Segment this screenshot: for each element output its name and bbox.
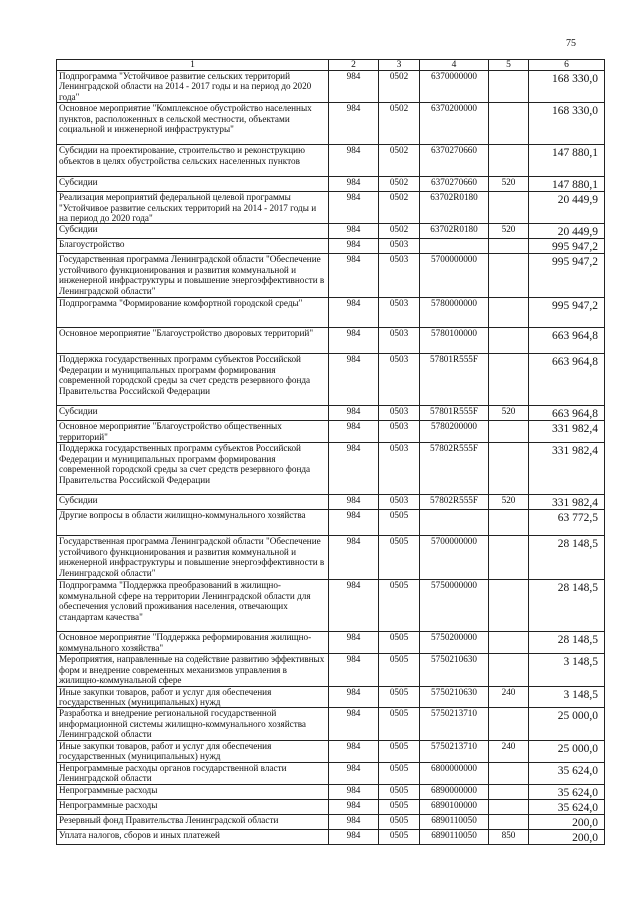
table-row bbox=[57, 421, 605, 443]
row-name: Основное мероприятие "Поддержка реформирования жилищно-коммунального хозяйства" bbox=[57, 632, 329, 654]
row-name: Поддержка государственных программ субъектов Российской Федерации и муниципальных программ формирования современной городской среды за счет средств резервного фонда Правительства Российской Федерации bbox=[57, 354, 329, 406]
row-expense-type bbox=[489, 654, 529, 686]
row-name: Основное мероприятие "Комплексное обустройство населенных пунктов, расположенных в сельской местности, объектами социальной и инженерной инфраструктуры" bbox=[57, 103, 329, 145]
row-name: Непрограммные расходы bbox=[57, 784, 329, 799]
row-ministry-code: 984 bbox=[329, 192, 379, 224]
row-section-code: 0505 bbox=[379, 708, 420, 740]
row-expense-type: 850 bbox=[489, 829, 529, 844]
row-name: Уплата налогов, сборов и иных платежей bbox=[57, 829, 329, 844]
row-expense-type bbox=[489, 239, 529, 254]
row-ministry-code: 984 bbox=[329, 814, 379, 829]
row-amount: 28 148,5 bbox=[529, 632, 605, 654]
row-ministry-code: 984 bbox=[329, 71, 379, 103]
table-row bbox=[57, 740, 605, 762]
row-amount: 28 148,5 bbox=[529, 536, 605, 580]
row-ministry-code: 984 bbox=[329, 239, 379, 254]
row-ministry-code: 984 bbox=[329, 580, 379, 632]
table-row bbox=[57, 784, 605, 799]
row-target-code: 57802R555F bbox=[420, 443, 489, 495]
row-target-code: 6800000000 bbox=[420, 762, 489, 784]
row-expense-type bbox=[489, 421, 529, 443]
row-ministry-code: 984 bbox=[329, 536, 379, 580]
row-section-code: 0503 bbox=[379, 406, 420, 421]
table-row bbox=[57, 354, 605, 406]
row-expense-type bbox=[489, 103, 529, 145]
table-row bbox=[57, 145, 605, 177]
row-target-code: 6370270660 bbox=[420, 177, 489, 192]
row-amount: 168 330,0 bbox=[529, 103, 605, 145]
row-ministry-code: 984 bbox=[329, 784, 379, 799]
row-name: Подпрограмма "Поддержка преобразований в жилищно-коммунальной сфере на территории Ленинградской области для обеспечения условий проживания населения, отвечающих стандартам качества" bbox=[57, 580, 329, 632]
row-amount: 35 624,0 bbox=[529, 784, 605, 799]
row-name: Подпрограмма "Формирование комфортной городской среды" bbox=[57, 298, 329, 328]
row-section-code: 0503 bbox=[379, 254, 420, 298]
table-row bbox=[57, 654, 605, 686]
row-name: Основное мероприятие "Благоустройство дворовых территорий" bbox=[57, 328, 329, 354]
row-amount: 20 449,9 bbox=[529, 224, 605, 239]
row-target-code: 6370000000 bbox=[420, 71, 489, 103]
row-ministry-code: 984 bbox=[329, 354, 379, 406]
row-amount: 995 947,2 bbox=[529, 298, 605, 328]
row-ministry-code: 984 bbox=[329, 799, 379, 814]
row-section-code: 0503 bbox=[379, 495, 420, 510]
row-section-code: 0502 bbox=[379, 71, 420, 103]
row-section-code: 0505 bbox=[379, 536, 420, 580]
column-header: 6 bbox=[529, 60, 605, 71]
row-target-code bbox=[420, 510, 489, 536]
row-expense-type bbox=[489, 799, 529, 814]
table-row bbox=[57, 829, 605, 844]
row-ministry-code: 984 bbox=[329, 762, 379, 784]
row-amount: 147 880,1 bbox=[529, 145, 605, 177]
row-expense-type: 520 bbox=[489, 406, 529, 421]
budget-table bbox=[56, 59, 605, 845]
row-name: Резервный фонд Правительства Ленинградской области bbox=[57, 814, 329, 829]
row-ministry-code: 984 bbox=[329, 177, 379, 192]
column-header: 5 bbox=[489, 60, 529, 71]
row-target-code: 5750000000 bbox=[420, 580, 489, 632]
row-expense-type bbox=[489, 784, 529, 799]
row-name: Субсидии bbox=[57, 177, 329, 192]
table-row bbox=[57, 443, 605, 495]
table-row bbox=[57, 192, 605, 224]
row-name: Благоустройство bbox=[57, 239, 329, 254]
row-amount: 25 000,0 bbox=[529, 740, 605, 762]
row-section-code: 0505 bbox=[379, 740, 420, 762]
row-expense-type: 240 bbox=[489, 686, 529, 708]
row-section-code: 0503 bbox=[379, 443, 420, 495]
row-expense-type bbox=[489, 814, 529, 829]
table-row bbox=[57, 708, 605, 740]
table-row bbox=[57, 510, 605, 536]
table-row bbox=[57, 799, 605, 814]
row-expense-type: 240 bbox=[489, 740, 529, 762]
row-expense-type bbox=[489, 145, 529, 177]
row-target-code: 63702R0180 bbox=[420, 224, 489, 239]
row-ministry-code: 984 bbox=[329, 510, 379, 536]
table-row bbox=[57, 239, 605, 254]
row-section-code: 0505 bbox=[379, 654, 420, 686]
row-target-code: 5750200000 bbox=[420, 632, 489, 654]
row-section-code: 0505 bbox=[379, 632, 420, 654]
row-name: Другие вопросы в области жилищно-коммунального хозяйства bbox=[57, 510, 329, 536]
row-ministry-code: 984 bbox=[329, 829, 379, 844]
table-row bbox=[57, 632, 605, 654]
row-ministry-code: 984 bbox=[329, 328, 379, 354]
row-target-code: 5780000000 bbox=[420, 298, 489, 328]
table-row bbox=[57, 328, 605, 354]
row-name: Субсидии bbox=[57, 224, 329, 239]
row-amount: 331 982,4 bbox=[529, 421, 605, 443]
row-expense-type bbox=[489, 192, 529, 224]
row-name: Государственная программа Ленинградской области "Обеспечение устойчивого функционирования и развития коммунальной и инженерной инфраструктуры и повышение энергоэффективности в Ленинградской области" bbox=[57, 254, 329, 298]
row-section-code: 0502 bbox=[379, 177, 420, 192]
row-section-code: 0505 bbox=[379, 510, 420, 536]
row-expense-type bbox=[489, 354, 529, 406]
row-target-code: 5750213710 bbox=[420, 740, 489, 762]
column-header: 2 bbox=[329, 60, 379, 71]
row-amount: 995 947,2 bbox=[529, 254, 605, 298]
row-ministry-code: 984 bbox=[329, 708, 379, 740]
row-amount: 168 330,0 bbox=[529, 71, 605, 103]
row-target-code: 6890110050 bbox=[420, 814, 489, 829]
row-amount: 147 880,1 bbox=[529, 177, 605, 192]
row-amount: 200,0 bbox=[529, 814, 605, 829]
row-target-code: 57801R555F bbox=[420, 354, 489, 406]
row-section-code: 0503 bbox=[379, 354, 420, 406]
row-expense-type: 520 bbox=[489, 177, 529, 192]
row-target-code: 5700000000 bbox=[420, 254, 489, 298]
row-amount: 35 624,0 bbox=[529, 762, 605, 784]
row-section-code: 0505 bbox=[379, 799, 420, 814]
row-amount: 25 000,0 bbox=[529, 708, 605, 740]
row-name: Субсидии bbox=[57, 406, 329, 421]
row-ministry-code: 984 bbox=[329, 224, 379, 239]
row-target-code: 6890000000 bbox=[420, 784, 489, 799]
row-name: Государственная программа Ленинградской области "Обеспечение устойчивого функционирования и развития коммунальной и инженерной инфраструктуры и повышение энергоэффективности в Ленинградской области" bbox=[57, 536, 329, 580]
row-target-code: 57802R555F bbox=[420, 495, 489, 510]
row-amount: 663 964,8 bbox=[529, 354, 605, 406]
row-expense-type: 520 bbox=[489, 495, 529, 510]
row-section-code: 0505 bbox=[379, 784, 420, 799]
row-target-code: 5750213710 bbox=[420, 708, 489, 740]
row-amount: 3 148,5 bbox=[529, 686, 605, 708]
row-expense-type bbox=[489, 632, 529, 654]
row-amount: 331 982,4 bbox=[529, 495, 605, 510]
row-section-code: 0505 bbox=[379, 580, 420, 632]
table-row bbox=[57, 536, 605, 580]
row-target-code: 6890110050 bbox=[420, 829, 489, 844]
table-row bbox=[57, 580, 605, 632]
row-expense-type bbox=[489, 298, 529, 328]
table-row bbox=[57, 298, 605, 328]
row-name: Иные закупки товаров, работ и услуг для обеспечения государственных (муниципальных) нужд bbox=[57, 740, 329, 762]
table-row bbox=[57, 762, 605, 784]
row-section-code: 0503 bbox=[379, 421, 420, 443]
row-target-code: 5700000000 bbox=[420, 536, 489, 580]
row-section-code: 0502 bbox=[379, 192, 420, 224]
table-row bbox=[57, 686, 605, 708]
row-section-code: 0502 bbox=[379, 145, 420, 177]
row-expense-type bbox=[489, 328, 529, 354]
row-ministry-code: 984 bbox=[329, 740, 379, 762]
row-name: Субсидии bbox=[57, 495, 329, 510]
row-ministry-code: 984 bbox=[329, 103, 379, 145]
row-name: Основное мероприятие "Благоустройство общественных территорий" bbox=[57, 421, 329, 443]
row-amount: 331 982,4 bbox=[529, 443, 605, 495]
table-row bbox=[57, 814, 605, 829]
row-name: Субсидии на проектирование, строительство и реконструкцию объектов в целях обустройства сельских населенных пунктов bbox=[57, 145, 329, 177]
row-ministry-code: 984 bbox=[329, 654, 379, 686]
row-ministry-code: 984 bbox=[329, 686, 379, 708]
table-row bbox=[57, 177, 605, 192]
row-expense-type: 520 bbox=[489, 224, 529, 239]
row-ministry-code: 984 bbox=[329, 421, 379, 443]
row-amount: 663 964,8 bbox=[529, 406, 605, 421]
row-ministry-code: 984 bbox=[329, 254, 379, 298]
row-target-code: 6370200000 bbox=[420, 103, 489, 145]
row-name: Непрограммные расходы органов государственной власти Ленинградской области bbox=[57, 762, 329, 784]
row-section-code: 0503 bbox=[379, 328, 420, 354]
table-row bbox=[57, 71, 605, 103]
row-ministry-code: 984 bbox=[329, 145, 379, 177]
row-expense-type bbox=[489, 762, 529, 784]
table-row bbox=[57, 495, 605, 510]
row-expense-type bbox=[489, 708, 529, 740]
row-name: Подпрограмма "Устойчивое развитие сельских территорий Ленинградской области на 2014 - 2017 годы и на период до 2020 года" bbox=[57, 71, 329, 103]
row-name: Поддержка государственных программ субъектов Российской Федерации и муниципальных программ формирования современной городской среды за счет средств резервного фонда Правительства Российской Федерации bbox=[57, 443, 329, 495]
row-ministry-code: 984 bbox=[329, 298, 379, 328]
row-expense-type bbox=[489, 536, 529, 580]
row-amount: 3 148,5 bbox=[529, 654, 605, 686]
row-target-code: 6890100000 bbox=[420, 799, 489, 814]
row-section-code: 0502 bbox=[379, 103, 420, 145]
row-expense-type bbox=[489, 254, 529, 298]
row-expense-type bbox=[489, 71, 529, 103]
row-expense-type bbox=[489, 443, 529, 495]
table-row bbox=[57, 254, 605, 298]
row-amount: 63 772,5 bbox=[529, 510, 605, 536]
row-ministry-code: 984 bbox=[329, 495, 379, 510]
row-target-code: 5780200000 bbox=[420, 421, 489, 443]
row-name: Разработка и внедрение региональной государственной информационной системы жилищно-коммунального хозяйства Ленинградской области bbox=[57, 708, 329, 740]
row-section-code: 0505 bbox=[379, 686, 420, 708]
row-target-code: 63702R0180 bbox=[420, 192, 489, 224]
row-amount: 663 964,8 bbox=[529, 328, 605, 354]
column-header: 1 bbox=[57, 60, 329, 71]
row-amount: 28 148,5 bbox=[529, 580, 605, 632]
row-target-code: 57801R555F bbox=[420, 406, 489, 421]
row-name: Иные закупки товаров, работ и услуг для обеспечения государственных (муниципальных) нужд bbox=[57, 686, 329, 708]
row-section-code: 0505 bbox=[379, 762, 420, 784]
row-section-code: 0505 bbox=[379, 814, 420, 829]
table-row bbox=[57, 103, 605, 145]
row-section-code: 0505 bbox=[379, 829, 420, 844]
row-target-code: 6370270660 bbox=[420, 145, 489, 177]
row-name: Непрограммные расходы bbox=[57, 799, 329, 814]
row-amount: 35 624,0 bbox=[529, 799, 605, 814]
row-amount: 200,0 bbox=[529, 829, 605, 844]
row-name: Мероприятия, направленные на содействие развитию эффективных форм и внедрение современных механизмов управления в жилищно-коммунальной сфере bbox=[57, 654, 329, 686]
header-row bbox=[57, 60, 605, 71]
row-target-code: 5750210630 bbox=[420, 654, 489, 686]
row-expense-type bbox=[489, 580, 529, 632]
row-target-code: 5750210630 bbox=[420, 686, 489, 708]
row-section-code: 0503 bbox=[379, 239, 420, 254]
row-name: Реализация мероприятий федеральной целевой программы "Устойчивое развитие сельских территорий на 2014 - 2017 годы и на период до 2020 года" bbox=[57, 192, 329, 224]
row-section-code: 0502 bbox=[379, 224, 420, 239]
column-header: 4 bbox=[420, 60, 489, 71]
row-section-code: 0503 bbox=[379, 298, 420, 328]
row-ministry-code: 984 bbox=[329, 632, 379, 654]
row-expense-type bbox=[489, 510, 529, 536]
row-target-code: 5780100000 bbox=[420, 328, 489, 354]
row-ministry-code: 984 bbox=[329, 443, 379, 495]
row-amount: 995 947,2 bbox=[529, 239, 605, 254]
table-row bbox=[57, 406, 605, 421]
row-ministry-code: 984 bbox=[329, 406, 379, 421]
table-row bbox=[57, 224, 605, 239]
row-target-code bbox=[420, 239, 489, 254]
row-amount: 20 449,9 bbox=[529, 192, 605, 224]
column-header: 3 bbox=[379, 60, 420, 71]
page-number: 75 bbox=[566, 38, 576, 49]
